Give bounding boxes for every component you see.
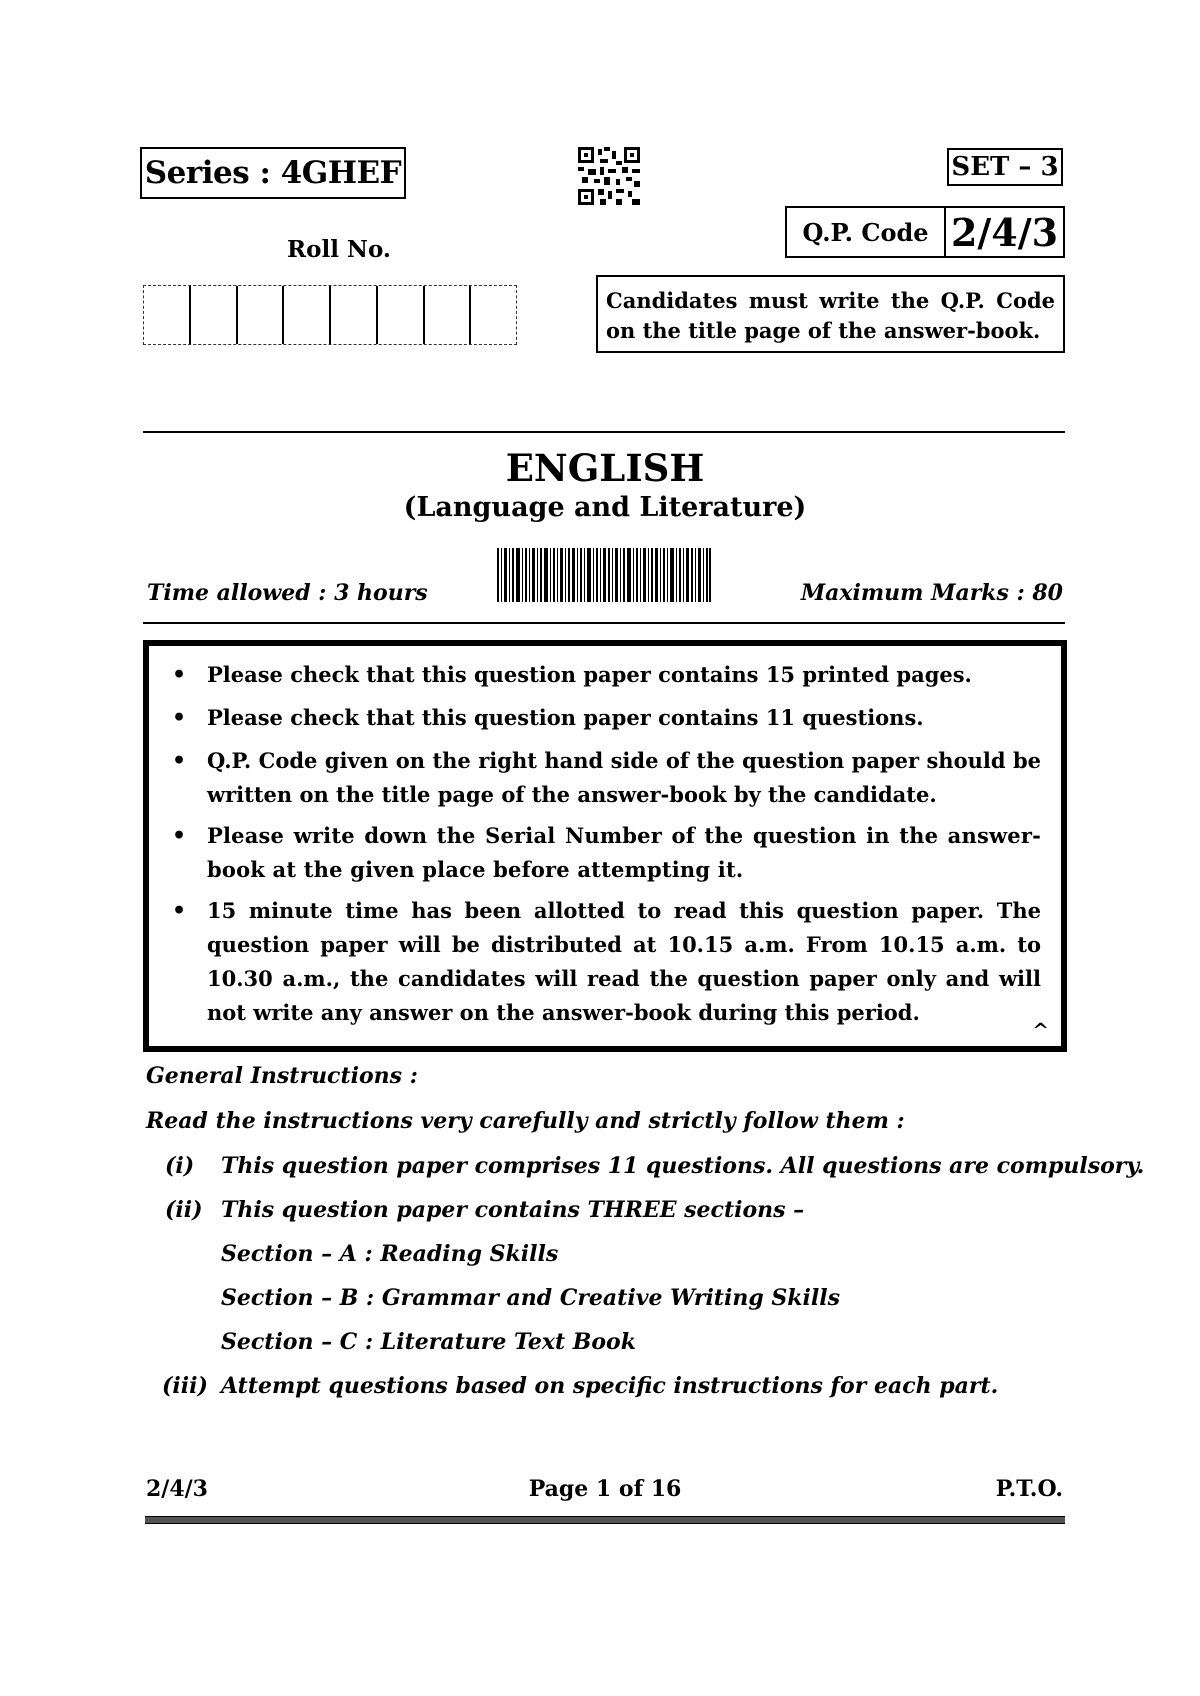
section-b-line — [221, 1285, 840, 1311]
qp-code-value: 2/4/3 — [950, 209, 1059, 255]
caret-mark: ^ — [1032, 1018, 1049, 1042]
subject-subtitle: (Language and Literature) — [403, 492, 807, 523]
instructions-box — [143, 640, 1067, 1052]
section-c-line — [221, 1329, 636, 1355]
roll-cell[interactable] — [331, 286, 378, 344]
gi-item-number: (ii) — [165, 1197, 203, 1223]
page-number: Page 1 of 16 — [528, 1476, 682, 1502]
gi-item-number: (iii) — [162, 1373, 208, 1399]
roll-number-label: Roll No. — [287, 236, 391, 263]
roll-cell[interactable] — [284, 286, 331, 344]
general-instructions-heading: General Instructions : — [146, 1063, 418, 1089]
qr-code-icon — [578, 147, 640, 205]
section-label: Section – A : — [221, 1241, 373, 1267]
subject-title: ENGLISH — [505, 446, 705, 490]
pto-label: P.T.O. — [995, 1476, 1063, 1502]
barcode-icon — [497, 548, 711, 602]
roll-number-boxes[interactable] — [143, 285, 517, 345]
roll-cell[interactable] — [378, 286, 425, 344]
gi-item-text: This question paper contains THREE sections – — [221, 1197, 805, 1223]
gi-item-number: (i) — [165, 1153, 195, 1179]
bullet-icon: • — [171, 898, 187, 924]
footer-rule — [145, 1516, 1065, 1524]
title-top-rule — [143, 431, 1065, 433]
section-a-line — [221, 1241, 558, 1267]
qp-code-box — [785, 206, 1065, 258]
maximum-marks: Maximum Marks : 80 — [800, 580, 1063, 606]
qp-code-label: Q.P. Code — [787, 208, 946, 256]
title-bottom-rule — [143, 622, 1065, 624]
instruction-item: • Please check that this question paper contains 11 questions. — [169, 701, 1041, 735]
roll-cell[interactable] — [191, 286, 238, 344]
instruction-item: • Please write down the Serial Number of the question in the answer-book at the given place before attempting it. — [169, 819, 1041, 887]
footer-qp-code: 2/4/3 — [146, 1476, 208, 1502]
section-name: Literature Text Book — [380, 1329, 636, 1355]
instruction-item: • Please check that this question paper contains 15 printed pages. — [169, 658, 1041, 692]
gi-item-text: Attempt questions based on specific instructions for each part. — [221, 1373, 999, 1399]
instruction-item: • Q.P. Code given on the right hand side of the question paper should be written on the title page of the answer-book by the candidate. — [169, 744, 1041, 812]
gi-item-text: This question paper comprises 11 questions. All questions are compulsory. — [221, 1153, 1145, 1179]
time-allowed: Time allowed : 3 hours — [147, 580, 428, 606]
bullet-icon: • — [171, 823, 187, 849]
instructions-list — [169, 656, 1041, 1030]
roll-cell[interactable] — [238, 286, 285, 344]
section-name: Reading Skills — [380, 1241, 559, 1267]
instruction-item: • 15 minute time has been allotted to read this question paper. The question paper will be distributed at 10.15 a.m. From 10.15 a.m. to 10.30 a.m., the candidates will read the question paper only and will not write any answer on the answer-book during this period. — [169, 894, 1041, 1030]
section-label: Section – C : — [221, 1329, 374, 1355]
roll-cell[interactable] — [471, 286, 516, 344]
section-name: Grammar and Creative Writing Skills — [381, 1285, 840, 1311]
set-label: SET – 3 — [947, 148, 1063, 186]
series-label: Series : 4GHEF — [140, 147, 406, 199]
general-instructions-intro: Read the instructions very carefully and strictly follow them : — [146, 1108, 905, 1134]
roll-cell[interactable] — [144, 286, 191, 344]
bullet-icon: • — [171, 662, 187, 688]
bullet-icon: • — [171, 748, 187, 774]
roll-cell[interactable] — [425, 286, 472, 344]
bullet-icon: • — [171, 705, 187, 731]
candidate-note: Candidates must write the Q.P. Code on the title page of the answer-book. — [596, 275, 1065, 353]
section-label: Section – B : — [221, 1285, 375, 1311]
